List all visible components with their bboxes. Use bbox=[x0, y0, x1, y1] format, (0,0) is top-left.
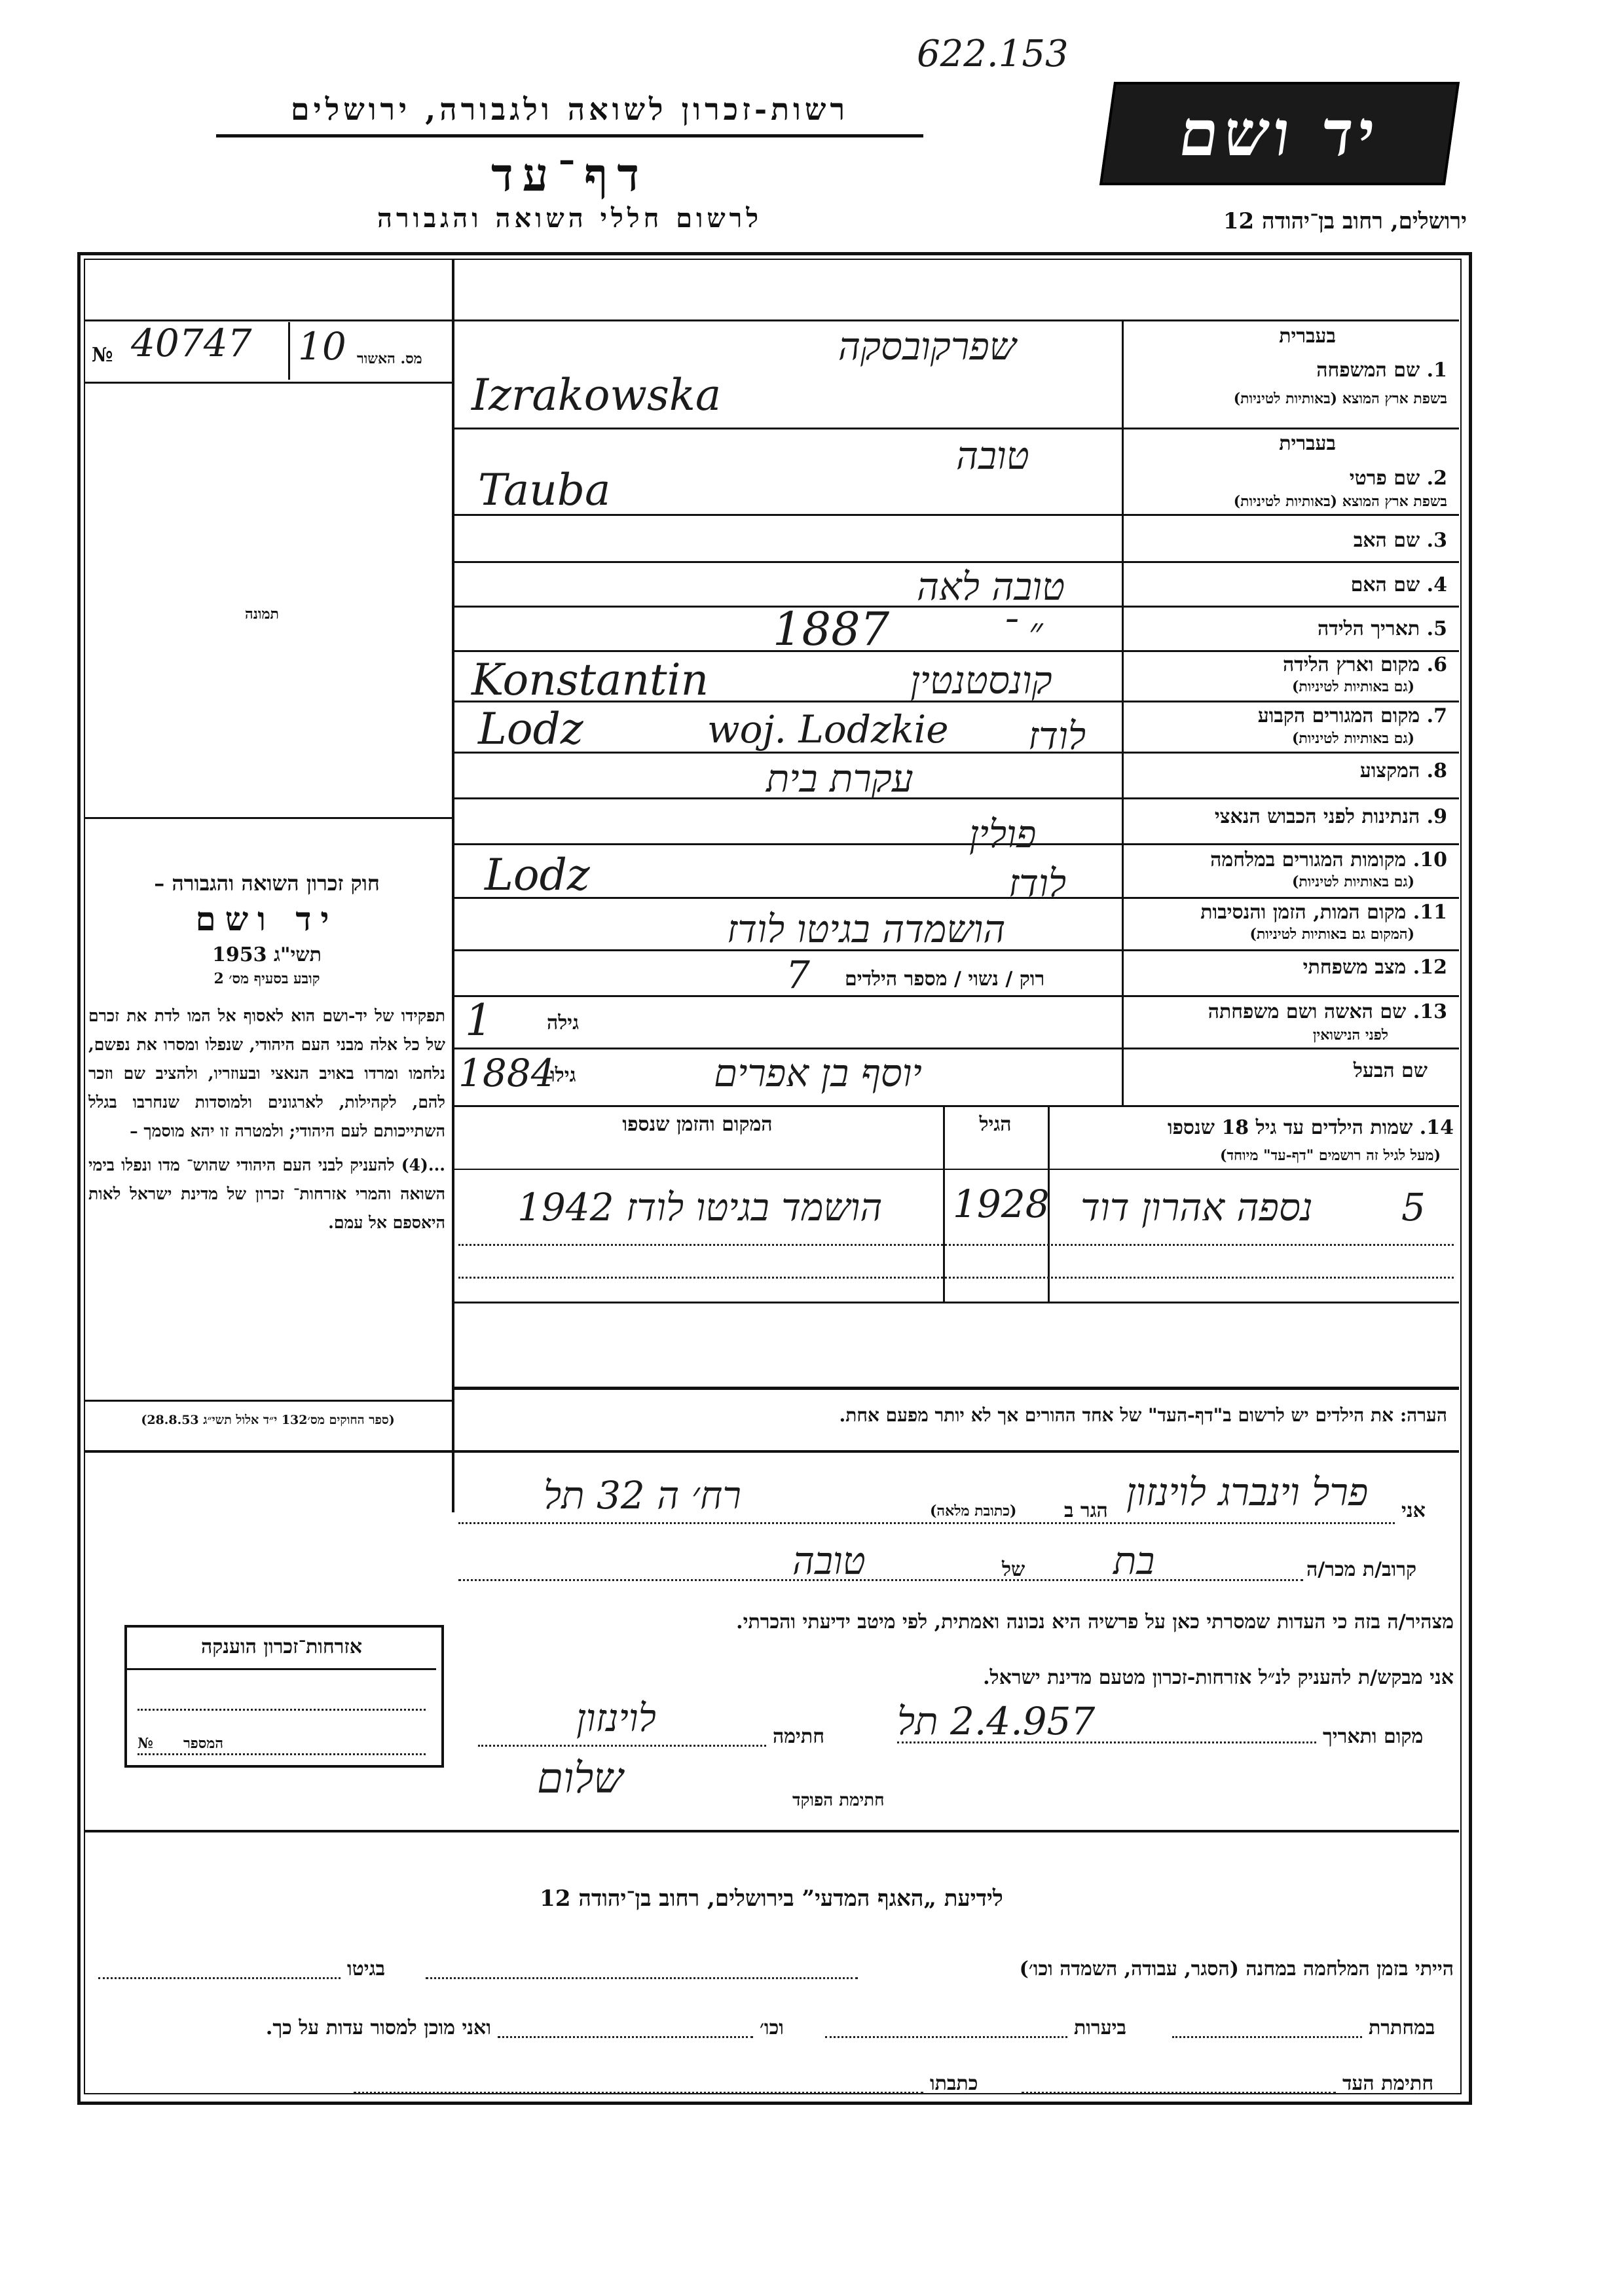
rule-14 bbox=[454, 1105, 1459, 1107]
relation-label: קרוב/ת מכר/ה bbox=[1306, 1558, 1417, 1581]
field-12-label: 12. מצב משפחתי bbox=[1302, 956, 1447, 979]
field-8-label: 8. המקצוע bbox=[1359, 759, 1447, 782]
officer-signature-label: חתימת הפוקד bbox=[792, 1791, 885, 1810]
residence-woj: woj. Lodzkie bbox=[707, 707, 949, 752]
info-camp-label: הייתי בזמן המלחמה במחנה (הסגר, עבודה, השמדה וכו׳) bbox=[1019, 1958, 1454, 1980]
field-4-label: 4. שם האם bbox=[1350, 574, 1447, 596]
citizenship-box-number-line bbox=[138, 1753, 426, 1755]
col-place-header: המקום והזמן שנספו bbox=[622, 1113, 773, 1136]
citizenship-box-line bbox=[138, 1709, 426, 1711]
info-underground-line bbox=[1172, 2036, 1362, 2038]
field-2-sub: בשפת ארץ המוצא (באותיות לטיניות) bbox=[1233, 493, 1447, 510]
field-1-sub: בשפת ארץ המוצא (באותיות לטיניות) bbox=[1233, 390, 1447, 407]
children-count: 7 bbox=[786, 953, 810, 997]
residence-latin: Lodz bbox=[478, 704, 583, 754]
declarant-name: פרל וינברג לוינזון bbox=[1126, 1470, 1369, 1514]
field-5-label: 5. תאריך הלידה bbox=[1318, 617, 1447, 640]
field-7-label: 7. מקום המגורים הקבוע bbox=[1257, 704, 1447, 727]
children-col-1 bbox=[943, 1105, 945, 1302]
declarant-address: רח׳ ה 32 תל bbox=[544, 1473, 741, 1518]
children-header-rule bbox=[454, 1169, 1459, 1170]
citizenship-box-title: אזרחות־זכרון הוענקה bbox=[200, 1635, 363, 1658]
law-name: יד ושם bbox=[195, 900, 339, 938]
death-circumstances: הושמדה בגיטו לודז bbox=[727, 907, 1006, 951]
field-10-label: 10. מקומות המגורים במלחמה bbox=[1210, 848, 1447, 871]
firstname-latin: Tauba bbox=[478, 465, 611, 515]
info-forests-label: ביערות bbox=[1074, 2016, 1127, 2039]
husband-name: יוסף בן אפרים bbox=[714, 1051, 922, 1095]
field-10-sub: (גם באותיות לטיניות) bbox=[1291, 873, 1414, 890]
place-date-value: 2.4.957 תל bbox=[897, 1699, 1096, 1743]
children-note: הערה: את הילדים יש לרשום ב"דף-העד" של אחד ההורים אך לא יותר מפעם אחת. bbox=[839, 1404, 1447, 1426]
rule-8 bbox=[454, 797, 1459, 799]
header-address: ירושלים, רחוב בן־יהודה 12 bbox=[1223, 208, 1467, 234]
field-1-label: 1. שם המשפחה bbox=[1316, 359, 1447, 382]
yad-vashem-logo: יד ושם bbox=[1099, 82, 1460, 185]
child-year: 1928 bbox=[953, 1182, 1050, 1226]
archive-number: 622.153 bbox=[917, 33, 1069, 75]
birthplace-latin: Konstantin bbox=[471, 655, 709, 705]
info-ghetto-line bbox=[98, 1977, 341, 1979]
info-etc-line bbox=[498, 2036, 753, 2038]
law-year: תשי"ג 1953 bbox=[212, 943, 322, 966]
note-bottom-rule bbox=[84, 1450, 1459, 1453]
surname-hebrew: שפרקובסקה bbox=[838, 324, 1016, 369]
registration-number: 40747 bbox=[131, 321, 252, 365]
info-top-rule bbox=[84, 1830, 1459, 1832]
marital-options: רוק / נשוי / מספר הילדים bbox=[845, 968, 1045, 991]
surname-latin: Izrakowska bbox=[471, 370, 722, 420]
address-line bbox=[458, 1522, 1395, 1524]
rule-13 bbox=[454, 1048, 1459, 1049]
rule-10 bbox=[454, 897, 1459, 899]
law-title: חוק זכרון השואה והגבורה – bbox=[154, 871, 380, 896]
wife-age: 1 bbox=[465, 995, 492, 1046]
hebrew-header-2: בעברית bbox=[1279, 432, 1336, 455]
declaration-text: מצהיר/ה בזה כי העדות שמסרתי כאן על פרשיה היא נכונה ואמתית, לפי מיטב ידיעתי והכרתי. bbox=[736, 1611, 1454, 1633]
left-column-rule bbox=[452, 259, 454, 1512]
mother-ditto: ״ ־ bbox=[1002, 609, 1043, 653]
citizenship-box-number-prefix: № bbox=[138, 1735, 153, 1752]
field-13-sub: לפני הנישואין bbox=[1312, 1027, 1388, 1044]
hebrew-header-1: בעברית bbox=[1279, 325, 1336, 348]
law-paragraph-2: ...(4) להעניק לבני העם היהודי שהוש־ מדו ונפלו בימי השואה והמרי אזרחות־ זכרון של מדינת ישראל לאות היאספם אל עמם. bbox=[88, 1156, 445, 1232]
info-etc-label: וכו׳ bbox=[760, 2016, 784, 2039]
mother-name: טובה לאה bbox=[917, 564, 1065, 609]
field-6-label: 6. מקום וארץ הלידה bbox=[1282, 653, 1447, 676]
declarant-signature: לוינזון bbox=[576, 1696, 656, 1740]
col-age-header: הגיל bbox=[979, 1113, 1012, 1136]
relation-line bbox=[458, 1579, 1303, 1581]
birthplace-hebrew: קונסטנטין bbox=[910, 658, 1052, 702]
officer-signature: שלום bbox=[537, 1755, 623, 1803]
photo-bottom-rule bbox=[84, 817, 452, 819]
profession: עקרת בית bbox=[766, 756, 913, 801]
rule-3 bbox=[454, 561, 1459, 563]
place-date-line bbox=[897, 1741, 1316, 1743]
field-7-sub: (גם באותיות לטיניות) bbox=[1291, 730, 1414, 747]
number-sign: № bbox=[92, 344, 113, 367]
info-forests-line bbox=[825, 2036, 1067, 2038]
citizenship-box-rule bbox=[127, 1668, 436, 1670]
info-underground-label: במחתרת bbox=[1369, 2016, 1435, 2039]
approval-value: 10 bbox=[298, 324, 346, 369]
birth-date: 1887 bbox=[773, 602, 890, 656]
wartime-latin: Lodz bbox=[485, 850, 590, 900]
rule-1 bbox=[454, 428, 1459, 429]
relation-value: בת bbox=[1113, 1539, 1155, 1583]
place-date-label: מקום ותאריך bbox=[1323, 1725, 1424, 1748]
firstname-hebrew: טובה bbox=[956, 433, 1029, 478]
child-row-line-2 bbox=[458, 1277, 1454, 1279]
rule-5 bbox=[454, 650, 1459, 652]
rule-7 bbox=[454, 752, 1459, 754]
field-14-sub: (מעל לגיל זה רושמים "דף-עד" מיוחד) bbox=[1220, 1147, 1441, 1164]
declarant-label: אני bbox=[1401, 1499, 1426, 1522]
organization-name: רשות-זכרון לשואה ולגבורה, ירושלים bbox=[290, 92, 849, 127]
signature-label: חתימה bbox=[773, 1725, 824, 1748]
resides-label: הגר ב bbox=[1064, 1499, 1108, 1522]
field-6-sub: (גם באותיות לטיניות) bbox=[1291, 678, 1414, 695]
rule-9 bbox=[454, 843, 1459, 845]
field-11-label: 11. מקום המות, הזמן והנסיבות bbox=[1200, 901, 1447, 924]
rule-12 bbox=[454, 995, 1459, 997]
photo-label: תמונה bbox=[245, 606, 279, 623]
law-citation: (ספר החוקים מס׳132 י״ד אלול תשי״ג 28.8.53) bbox=[141, 1413, 395, 1427]
wartime-hebrew: לודז bbox=[1008, 861, 1067, 905]
field-14-label: 14. שמות הילדים עד גיל 18 שנספו bbox=[1167, 1116, 1454, 1139]
field-9-label: 9. הנתינות לפני הכבוש הנאצי bbox=[1214, 805, 1447, 828]
field-13-label: 13. שם האשה ושם משפחתה bbox=[1208, 1000, 1447, 1023]
request-text: אני מבקש/ת להעניק לנ״ל אזרחות-זכרון מטעם מדינת ישראל. bbox=[983, 1666, 1454, 1689]
husband-label: שם הבעל bbox=[1353, 1059, 1428, 1082]
info-ghetto-label: בגיטו bbox=[347, 1958, 386, 1980]
form-subtitle: לרשום חללי השואה והגבורה bbox=[377, 203, 763, 234]
field-3-label: 3. שם האב bbox=[1353, 529, 1447, 552]
registration-divider bbox=[288, 322, 290, 380]
residence-hebrew: לודז bbox=[1028, 714, 1086, 758]
law-bottom-rule bbox=[84, 1400, 452, 1402]
field-2-label: 2. שם פרטי bbox=[1349, 467, 1447, 490]
child-row-line-1 bbox=[458, 1244, 1454, 1246]
child-name: נספה אהרון דוד bbox=[1080, 1185, 1313, 1230]
info-address-line bbox=[354, 2092, 923, 2094]
header-rule bbox=[216, 134, 923, 137]
info-witness-sign-label: חתימת העד bbox=[1342, 2072, 1434, 2095]
form-title: דף־עד bbox=[490, 147, 648, 202]
law-clause: קובע בסעיף מס׳ 2 bbox=[213, 970, 320, 987]
law-paragraph: תפקידו של יד-ושם הוא לאסוף אל המו לדת את זכרם של כל אלה מבני העם היהודי, שנפלו ומסרו את נפשם, נלחמו ומרדו באויב הנאצי ובעוזריו, ולהציב שם וזכר להם, לקהילות, לארגונים ולמוסדות שנחרבו בגלל השתייכותם לעם היהודי; ולמטרה זו יהא מוסמך – bbox=[88, 1006, 445, 1140]
children-bottom-rule bbox=[454, 1302, 1459, 1303]
citizenship: פולין bbox=[969, 812, 1037, 856]
signature-line bbox=[478, 1745, 766, 1747]
husband-age-label: גילו bbox=[550, 1064, 576, 1087]
info-ready-text: ואני מוכן למסור עדות על כך. bbox=[265, 2016, 491, 2039]
child-number: 5 bbox=[1401, 1185, 1426, 1230]
note-top-rule bbox=[452, 1387, 1459, 1390]
husband-age: 1884 bbox=[458, 1051, 555, 1095]
info-address-label: כתבתו bbox=[930, 2072, 978, 2095]
citizenship-box-number-label: המספר bbox=[183, 1735, 223, 1752]
approval-label: מס. האשור bbox=[357, 350, 422, 367]
of-label: של bbox=[1002, 1558, 1025, 1581]
full-address-label: (כתובת מלאה) bbox=[930, 1503, 1017, 1520]
label-column-rule bbox=[1122, 319, 1124, 1105]
law-block bbox=[88, 871, 445, 1237]
field-11-sub: (המקום גם באותיות לטיניות) bbox=[1249, 926, 1414, 943]
wife-age-label: גילה bbox=[547, 1011, 580, 1034]
info-title: לידיעת „האגף המדעי” בירושלים, רחוב בן־יהודה 12 bbox=[540, 1886, 1003, 1912]
of-value: טובה bbox=[792, 1539, 866, 1583]
info-witness-sign-line bbox=[1022, 2092, 1336, 2094]
info-camp-line bbox=[426, 1977, 858, 1979]
child-place: הושמד בגיטו לודז 1942 bbox=[517, 1185, 883, 1230]
